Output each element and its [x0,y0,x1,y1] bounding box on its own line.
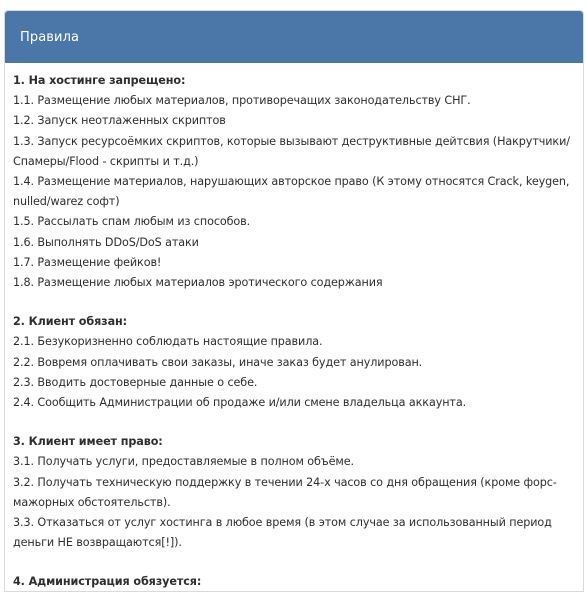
rule-item: 3.2. Получать техническую поддержку в течении 24-х часов со дня обращения (кроме форс-мажорных обстоятельств). [13,475,557,509]
rule-item: 1.3. Запуск ресурсоёмких скриптов, которые вызывают деструктивные дейтсвия (Накрутчики/Спамеры/Flood - скрипты и т.д.) [13,134,570,168]
rule-item: 3.3. Отказаться от услуг хостинга в любое время (в этом случае за использованный период деньги НЕ возвращаются[!]). [13,516,552,550]
section-gap [13,293,573,312]
rule-item: 3.1. Получать услуги, предоставляемые в полном объёме. [13,455,354,469]
rule-item: 2.1. Безукоризненно соблюдать настоящие правила. [13,335,323,349]
section-title: 2. Клиент обязан: [13,315,128,329]
rule-item: 1.4. Размещение материалов, нарушающих авторское право (К этому относятся Crack, keygen, nulled/warez софт) [13,175,570,209]
rule-item: 1.1. Размещение любых материалов, противоречащих законодательству СНГ. [13,94,471,108]
section-client-rights [13,432,573,553]
rule-item: 2.2. Вовремя оплачивать свои заказы, иначе заказ будет анулирован. [13,355,423,369]
section-gap [13,553,573,572]
rule-item: 2.3. Вводить достоверные данные о себе. [13,375,258,389]
rule-item: 2.4. Сообщить Администрации об продаже и/или смене владельца аккаунта. [13,396,467,410]
section-title: 4. Администрация обязуется: [13,575,202,589]
panel-header [5,11,583,63]
panel-title: Правила [20,29,80,45]
rules-panel [4,10,584,592]
section-administration [13,572,573,592]
section-gap [13,413,573,432]
rule-item: 1.8. Размещение любых материалов эротического содержания [13,276,383,290]
rule-item: 1.2. Запуск неотлаженных скриптов [13,114,226,128]
rule-item: 1.7. Размещение фейков! [13,255,162,269]
rule-item: 1.5. Рассылать спам любым из способов. [13,215,251,229]
section-prohibited [13,71,573,293]
section-title: 1. На хостинге запрещено: [13,74,186,87]
rules-content [5,63,583,592]
section-client-obligations [13,312,573,413]
section-title: 3. Клиент имеет право: [13,435,163,449]
rule-item: 1.6. Выполнять DDoS/DoS атаки [13,235,199,249]
